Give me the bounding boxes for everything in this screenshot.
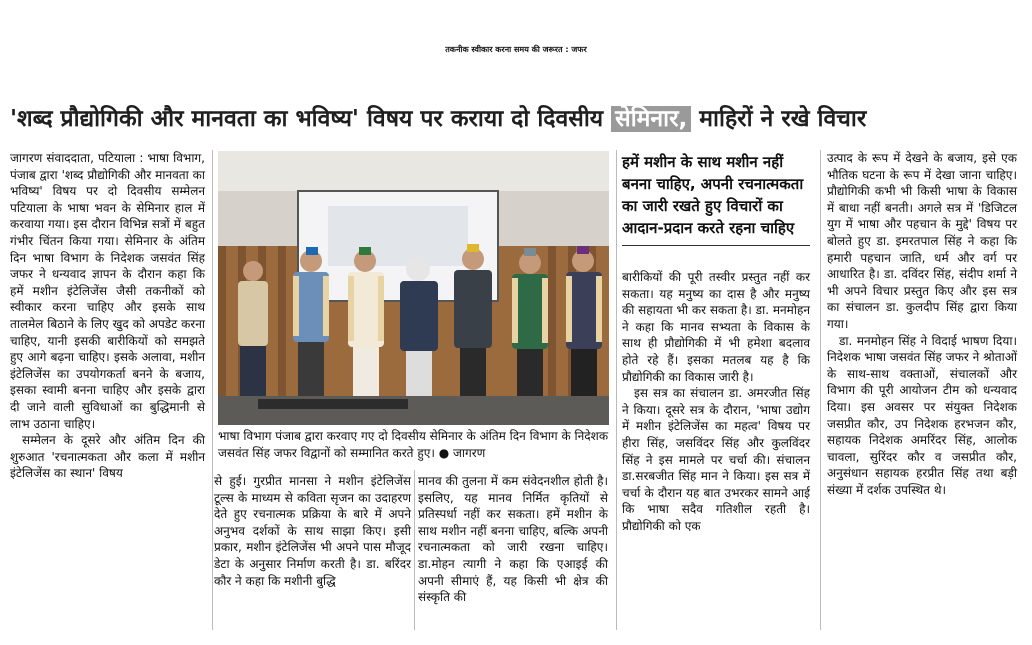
- article-column-5: [827, 150, 1017, 498]
- headline: तकनीक स्वीकार करना समय की जरूरत : जफर: [445, 45, 587, 54]
- event-photo: [218, 151, 609, 425]
- subheadline: [10, 100, 1020, 138]
- col4-para-2: इस सत्र का संचालन डा. अमरजीत सिंह ने किया। दूसरे सत्र के दौरान, 'भाषा उद्योग में मशीन इंटेलिजेंस का महत्व' विषय पर हीरा सिंह, जसविंदर सिंह और कुलविंदर सिंह ने इस मामले पर चर्चा की। संचालन डा.सरबजीत सिंह मान ने किया। इस सत्र में चर्चा के दौरान यह बात उभरकर सामने आई कि भाषा सदैव गतिशील रहती है। प्रौद्योगिकी को एक: [622, 386, 810, 533]
- col4-para-1: बारीकियों की पूरी तस्वीर प्रस्तुत नहीं कर सकता। यह मनुष्य का दास है और मनुष्य की सहायता भी कर सकता है। डा. मनमोहन ने कहा कि मानव सभ्यता के विकास के साथ ही प्रौद्योगिकी में भी हमेशा बदलाव होते रहे हैं। इसका मतलब यह है कि प्रौद्योगिकी का विकास जारी है।: [622, 270, 810, 384]
- article-column-2: [214, 473, 411, 589]
- article-column-4: [622, 269, 810, 535]
- column-divider: [820, 150, 821, 630]
- col2-para-1: से हुई। गुरप्रीत मानसा ने मशीन इंटेलिजेंस टूल्स के माध्यम से कविता सृजन का उदाहरण देते हुए रचनात्मक प्रक्रिया के बारे में अपने अनुभव दर्शकों के साथ साझा किए। इसी प्रकार, मशीन इंटेलिजेंस भी अपने पास मौजूद डेटा के अनुसार निर्माण करती है। डा. बरिंदर कौर ने कहा कि मशीनी बुद्धि: [214, 474, 411, 588]
- photo-caption: भाषा विभाग पंजाब द्वारा करवाए गए दो दिवसीय सेमिनार के अंतिम दिन विभाग के निदेशक जसवंत सिंह जफर विद्वानों को सम्मानित करते हुए। ● जागरण: [218, 429, 609, 460]
- col5-para-2: डा. मनमोहन सिंह ने विदाई भाषण दिया। निदेशक भाषा जसवंत सिंह जफर ने श्रोताओं के साथ-साथ वक्ताओं, संचालकों और विभाग की पूरी आयोजन टीम को धन्यवाद दिया। इस अवसर पर संयुक्त निदेशक जसप्रीत कौर, उप निदेशक हरभजन कौर, सहायक निदेशक अमरिंदर सिंह, आलोक चावला, सुरिंदर कौर व जसप्रीत कौर, अनुसंधान सहायक हरप्रीत सिंह तथा बड़ी संख्या में दर्शक उपस्थित थे।: [827, 333, 1017, 497]
- subhead-highlight: सेमिनार,: [611, 106, 691, 132]
- column-divider: [414, 470, 415, 630]
- col3-para-1: मानव की तुलना में कम संवेदनशील होती है। इसलिए, यह मानव निर्मित कृतियों से प्रतिस्पर्धा नहीं कर सकता। हमें मशीन के साथ मशीन नहीं बनना चाहिए, बल्कि अपनी रचनात्मकता को जारी रखना चाहिए। डा.मोहन त्यागी ने कहा कि एआइई की अपनी सीमाएं हैं, यह किसी भी क्षेत्र की संस्कृति की: [418, 474, 608, 605]
- event-photo-illustration: [218, 151, 609, 425]
- column-divider: [212, 150, 213, 630]
- subhead-before: 'शब्द प्रौद्योगिकी और मानवता का भविष्य' विषय पर कराया दो दिवसीय: [10, 106, 612, 132]
- col5-para-1: उत्पाद के रूप में देखने के बजाय, इसे एक भौतिक घटना के रूप में देखा जाना चाहिए। प्रौद्योगिकी कभी भी किसी भाषा के विकास में बाधा नहीं बनती। अगले सत्र में 'डिजिटल युग में भाषा और पहचान के मुद्दे' विषय पर बोलते हुए डा. इमरतपाल सिंह ने कहा कि हमारी पहचान जाति, धर्म और वर्ग पर आधारित है। डा. दविंदर सिंह, संदीप शर्मा ने भी अपने विचार प्रस्तुत किए और इस सत्र का संचालन डा. कुलदीप सिंह द्वारा किया गया।: [827, 151, 1017, 331]
- article-column-1: [10, 150, 205, 482]
- column-divider: [616, 150, 617, 630]
- pull-quote: हमें मशीन के साथ मशीन नहीं बनना चाहिए, अपनी रचनात्मकता का जारी रखते हुए विचारों का आदान-प्रदान करते रहना चाहिए: [622, 151, 810, 246]
- article-column-3: [418, 473, 608, 606]
- col1-para-1: जागरण संवाददाता, पटियाला : भाषा विभाग, पंजाब द्वारा 'शब्द प्रौद्योगिकी और मानवता का भविष्य' विषय पर दो दिवसीय सम्मेलन पटियाला के भाषा भवन के सेमिनार हाल में करवाया गया। इस दौरान विभिन्न सत्रों में बहुत गंभीर चिंतन किया गया। सेमिनार के अंतिम दिन भाषा विभाग के निदेशक जसवंत सिंह जफर ने धन्यवाद ज्ञापन के दौरान कहा कि हमें मशीन इंटेलिजेंस जैसी तकनीकों को स्वीकार करना चाहिए और इसके साथ तालमेल बिठाने के लिए खुद को अपडेट करना चाहिए, यानी इसकी बारीकियों को समझते हुए आगे बढ़ना चाहिए। इसके अलावा, मशीन इंटेलिजेंस का उपयोगकर्ता बनने के बजाय, इसका स्वामी बनना चाहिए और इसके द्वारा दी जाने वाली सुविधाओं का बुद्धिमानी से लाभ उठाना चाहिए।: [10, 151, 205, 431]
- col1-para-2: सम्मेलन के दूसरे और अंतिम दिन की शुरुआत 'रचनात्मकता और कला में मशीन इंटेलिजेंस का स्थान' विषय: [10, 433, 205, 481]
- subhead-after: माहिरों ने रखे विचार: [691, 106, 867, 132]
